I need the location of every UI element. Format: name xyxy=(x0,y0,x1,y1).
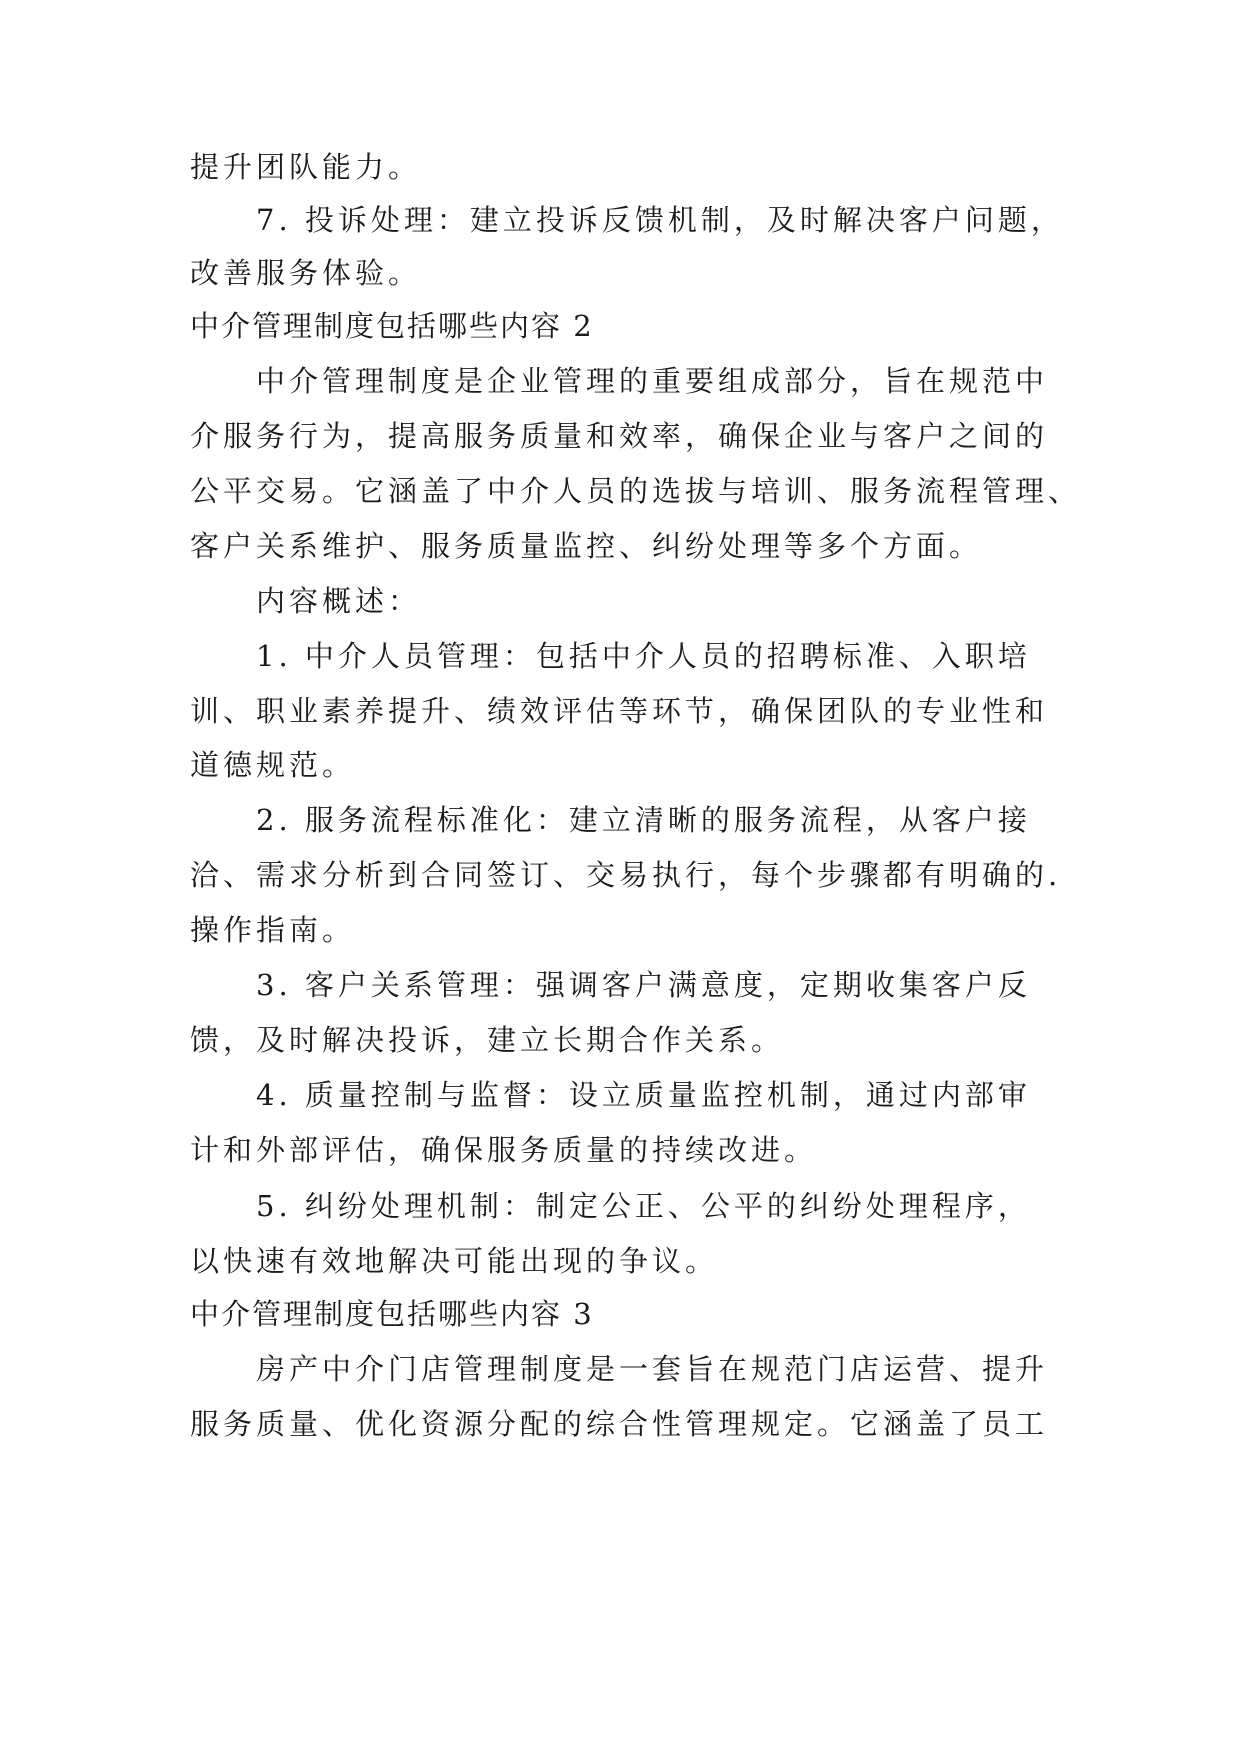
section-heading: 中介管理制度包括哪些内容 2 xyxy=(190,309,594,343)
paragraph-line: 以快速有效地解决可能出现的争议。 xyxy=(190,1244,719,1278)
paragraph-line: 提升团队能力。 xyxy=(190,150,422,184)
paragraph-line: 馈，及时解决投诉，建立长期合作关系。 xyxy=(190,1023,785,1057)
section-heading: 中介管理制度包括哪些内容 3 xyxy=(190,1297,594,1331)
list-item-line: 3. 客户关系管理：强调客户满意度，定期收集客户反 xyxy=(256,968,1031,1002)
paragraph-line: 中介管理制度是企业管理的重要组成部分，旨在规范中 xyxy=(256,364,1049,398)
list-item-line: 7. 投诉处理：建立投诉反馈机制，及时解决客户问题， xyxy=(256,203,1064,237)
paragraph-line: 内容概述： xyxy=(256,584,422,618)
paragraph-line: 房产中介门店管理制度是一套旨在规范门店运营、提升 xyxy=(256,1352,1049,1386)
list-item-line: 5. 纠纷处理机制：制定公正、公平的纠纷处理程序， xyxy=(256,1189,1031,1223)
paragraph-line: 介服务行为，提高服务质量和效率，确保企业与客户之间的 xyxy=(190,419,1049,453)
list-item-line: 1. 中介人员管理：包括中介人员的招聘标准、入职培 xyxy=(256,639,1031,673)
list-item-line: 4. 质量控制与监督：设立质量监控机制，通过内部审 xyxy=(256,1078,1031,1112)
list-item-line: 2. 服务流程标准化：建立清晰的服务流程，从客户接 xyxy=(256,803,1031,837)
paragraph-line: 客户关系维护、服务质量监控、纠纷处理等多个方面。 xyxy=(190,529,983,563)
paragraph-line: 训、职业素养提升、绩效评估等环节，确保团队的专业性和 xyxy=(190,694,1049,728)
paragraph-line: 洽、需求分析到合同签订、交易执行，每个步骤都有明确的. xyxy=(190,858,1062,892)
paragraph-line: 道德规范。 xyxy=(190,748,356,782)
paragraph-line: 公平交易。它涵盖了中介人员的选拔与培训、服务流程管理、 xyxy=(190,474,1082,508)
paragraph-line: 计和外部评估，确保服务质量的持续改进。 xyxy=(190,1133,818,1167)
paragraph-line: 服务质量、优化资源分配的综合性管理规定。它涵盖了员工 xyxy=(190,1407,1049,1441)
paragraph-line: 改善服务体验。 xyxy=(190,256,422,290)
paragraph-line: 操作指南。 xyxy=(190,913,356,947)
